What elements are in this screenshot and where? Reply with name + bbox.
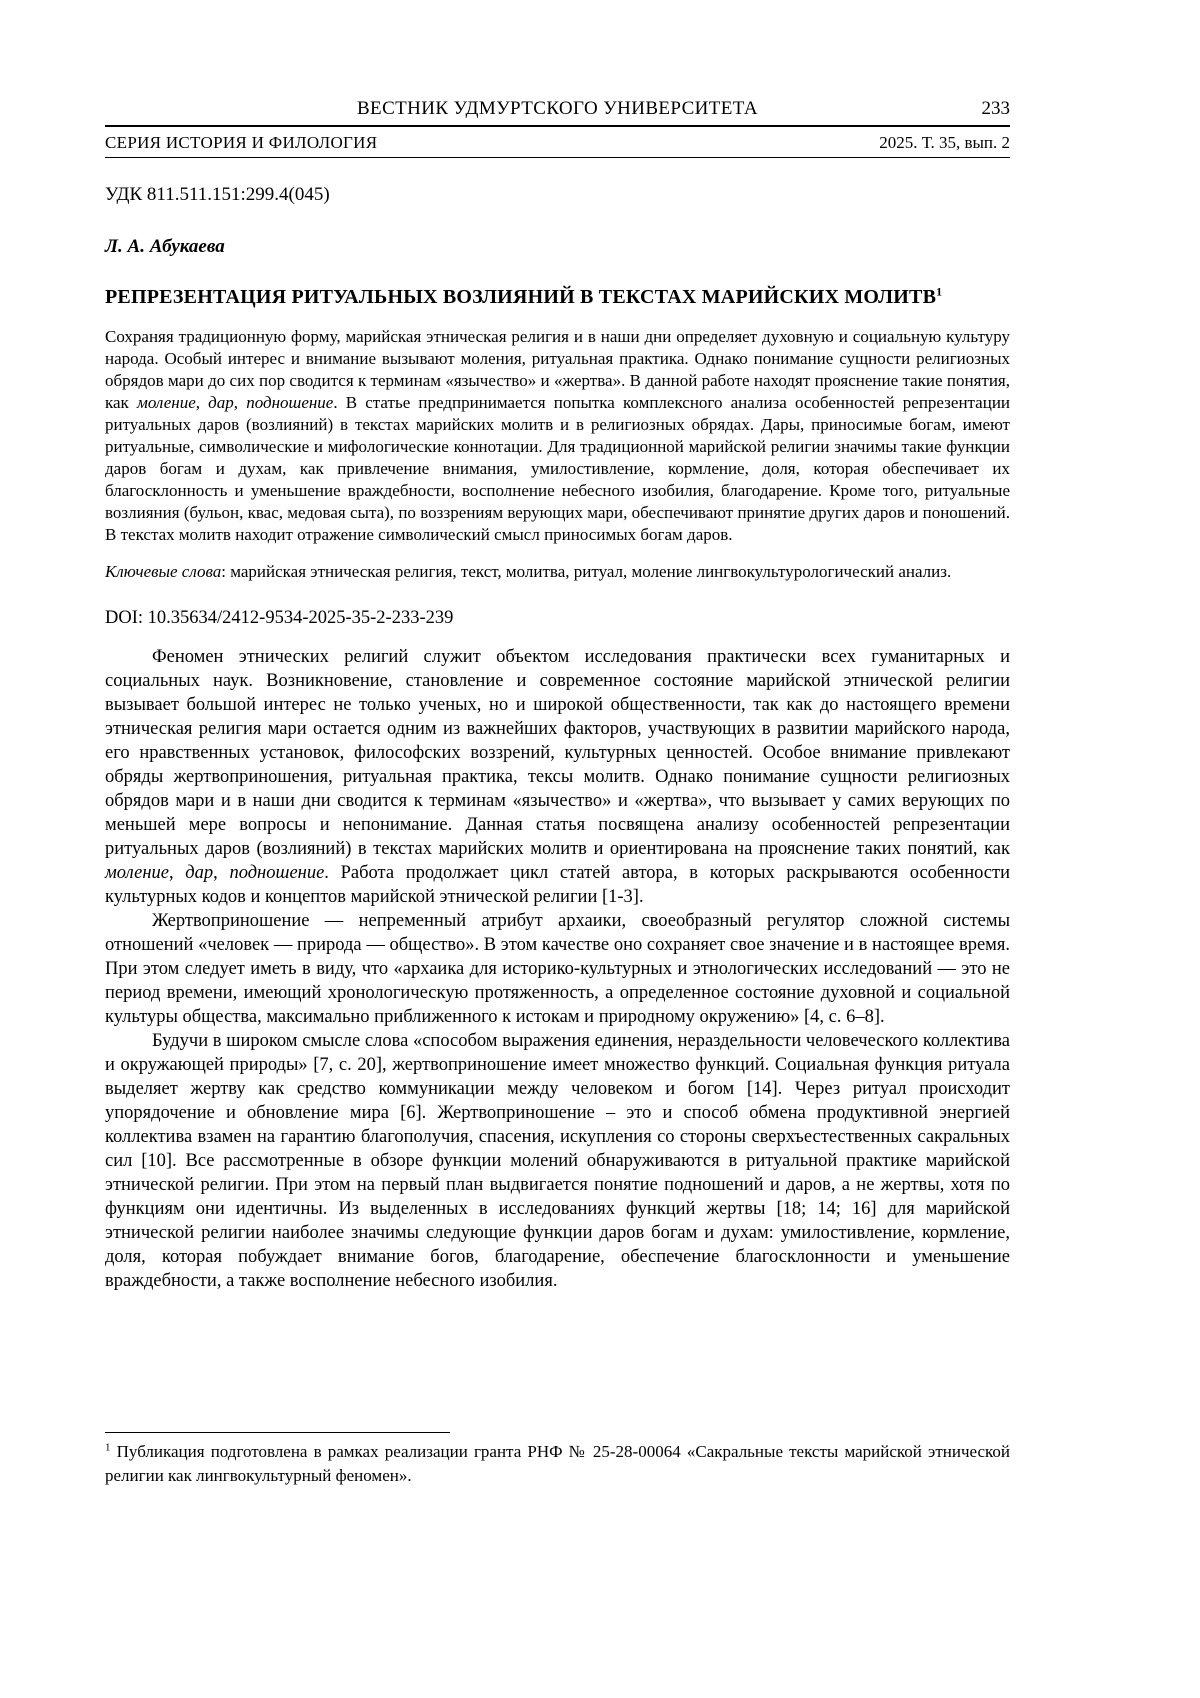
- text-run: ,: [195, 393, 209, 412]
- text-run: Феномен этнических религий служит объектом исследования практически всех гуманитарных и социальных наук. Возникновение, становление и современное состояние марийской этнической религии вызывает большой интерес не только ученых, но и широкой общественности, так как до настоящего времени этническая религия мари остается одним из важнейших факторов, участвующих в развитии марийского народа, его нравственных установок, философских воззрений, культурных ценностей. Особое внимание привлекают обряды жертвоприношения, ритуальная практика, тексы молитв. Однако понимание сущности религиозных обрядов мари и в наши дни сводится к терминам «язычество» и «жертва», что вызывает у самих верующих по меньшей мере вопросы и непонимание. Данная статья посвящена анализу особенностей репрезентации ритуальных даров (возлияний) в текстах марийских молитв и ориентирована на прояснение таких понятий, как: [105, 647, 1010, 859]
- footnote-separator: [105, 1432, 450, 1433]
- footnote-text: [105, 1440, 1010, 1488]
- text-run: . Работа продолжает цикл статей автора, в которых раскрываются особенности культурных кодов и концептов марийской этнической религии [1-3].: [105, 863, 1011, 907]
- doi-line: DOI: 10.35634/2412-9534-2025-35-2-233-239: [105, 608, 454, 628]
- text-run: . В статье предпринимается попытка комплексного анализа особенностей репрезентации ритуальных даров (возлияний) в текстах марийских молитв и в религиозных обрядах. Дары, приносимые богам, имеют ритуальные, символические и мифологические коннотации. Для традиционной марийской религии значимы такие функции даров богам и духам, как привлечение внимания, умилостивление, кормление, доля, которая обеспечивает их благосклонность и уменьшение враждебности, восполнение небесного изобилия, благодарение. Кроме того, ритуальные возлияния (бульон, квас, медовая сыта), по воззрениям верующих мари, обеспечивают принятие других даров и поношений. В текстах молитв находит отражение символический смысл приносимых богам даров.: [105, 393, 1011, 544]
- emphasized-term: моление: [136, 393, 196, 412]
- footnote-marker: 1: [105, 1441, 111, 1454]
- article-title-text: РЕПРЕЗЕНТАЦИЯ РИТУАЛЬНЫХ ВОЗЛИЯНИЙ В ТЕКСТАХ МАРИЙСКИХ МОЛИТВ: [105, 286, 937, 308]
- series-row: [105, 127, 1010, 158]
- text-run: Сохраняя традиционную форму, марийская этническая религия и в наши дни определяет духовную и социальную культуру народа. Особый интерес и внимание вызывают моления, ритуальная практика. Однако понимание сущности религиозных обрядов мари до сих пор сводится к терминам «язычество» и «жертва». В данной работе находят прояснение такие понятия, как: [105, 327, 1010, 412]
- author-name: Л. А. Абукаева: [105, 236, 225, 257]
- body-paragraph-1: [105, 645, 1010, 909]
- emphasized-term: дар: [208, 393, 234, 412]
- series-title: СЕРИЯ ИСТОРИЯ И ФИЛОЛОГИЯ: [105, 133, 378, 152]
- journal-title: ВЕСТНИК УДМУРТСКОГО УНИВЕРСИТЕТА: [356, 98, 758, 119]
- emphasized-term: подношение: [229, 863, 325, 883]
- issue-info: 2025. Т. 35, вып. 2: [879, 133, 1010, 152]
- emphasized-term: подношение: [246, 393, 334, 412]
- page-header: [105, 98, 1010, 158]
- emphasized-term: моление: [105, 863, 169, 883]
- emphasized-term: дар: [185, 863, 214, 883]
- keywords-text: : марийская этническая религия, текст, молитва, ритуал, моление лингвокультурологический анализ.: [221, 562, 952, 581]
- article-title: [105, 284, 1010, 310]
- udc-code: УДК 811.511.151:299.4(045): [105, 184, 330, 205]
- article-body: [105, 645, 1010, 1293]
- text-run: Жертвоприношение — непременный атрибут архаики, своеобразный регулятор сложной системы отношений «человек — природа — общество». В этом качестве оно сохраняет свое значение и в настоящее время. При этом следует иметь в виду, что «архаика для историко-культурных и этнологических исследований — это не период времени, имеющий хронологическую протяженность, а определенное состояние духовной и социальной культуры общества, максимально приближенного к истокам и природному окружению» [4, с. 6–8].: [105, 911, 1010, 1027]
- title-footnote-marker: 1: [936, 284, 943, 299]
- page-number: 233: [981, 98, 1010, 119]
- text-run: Будучи в широком смысле слова «способом выражения единения, нераздельности человеческого коллектива и окружающей природы» [7, с. 20], жертвоприношение имеет множество функций. Социальная функция ритуала выделяет жертву как средство коммуникации между человеком и богом [14]. Через ритуал происходит упорядочение и обновление мира [6]. Жертвоприношение – это и способ обмена продуктивной энергией коллектива взамен на гарантию благополучия, спасения, искупления со стороны сверхъестественных сакральных сил [10]. Все рассмотренные в обзоре функции молений обнаруживаются в ритуальной практике марийской этнической религии. При этом на первый план выдвигается понятие подношений и даров, а не жертвы, хотя по функциям они идентичны. Из выделенных в исследованиях функций жертвы [18; 14; 16] для марийской этнической религии наиболее значимы следующие функции даров богам и духам: умилостивление, кормление, доля, которая побуждает внимание богов, благодарение, обеспечение благосклонности и уменьшение враждебности, а также восполнение небесного изобилия.: [105, 1031, 1010, 1291]
- text-run: ,: [233, 393, 247, 412]
- keywords-label: Ключевые слова: [105, 562, 222, 581]
- text-run: ,: [213, 863, 230, 883]
- abstract-text: [105, 326, 1010, 546]
- keywords-line: [105, 560, 1010, 583]
- text-run: ,: [168, 863, 186, 883]
- body-paragraph-3: [105, 1029, 1010, 1293]
- body-paragraph-2: [105, 909, 1010, 1029]
- footnote-body: Публикация подготовлена в рамках реализации гранта РНФ № 25-28-00064 «Сакральные тексты марийской этнической религии как лингвокультурный феномен».: [105, 1442, 1010, 1485]
- running-head: [105, 98, 1010, 127]
- footnote-area: [105, 1432, 1010, 1488]
